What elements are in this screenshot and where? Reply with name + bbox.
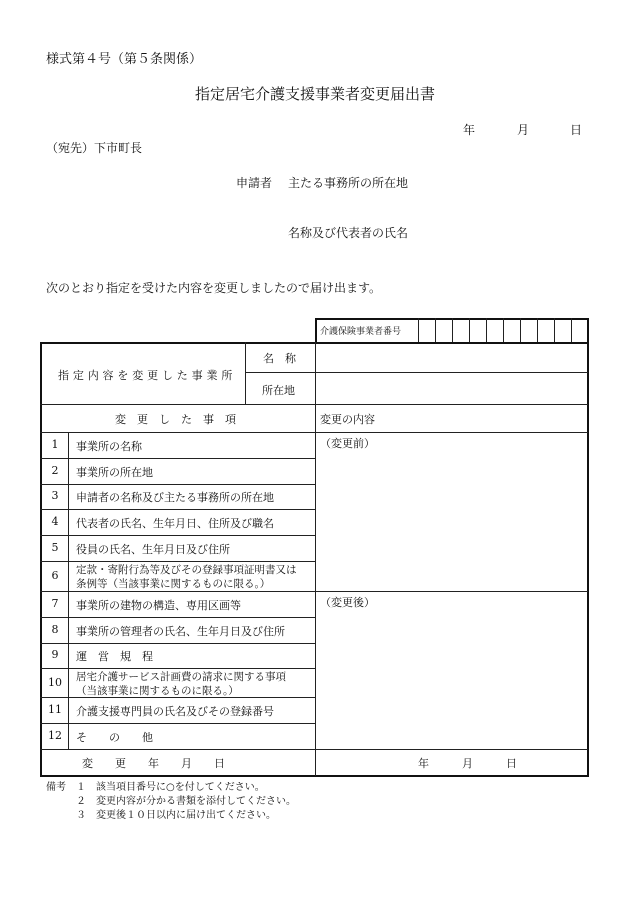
item-number: 5 [51,541,59,554]
row-divider [40,404,588,405]
digit-divider [469,318,470,342]
item-text: 介護支援専門員の氏名及びその登録番号 [76,705,274,718]
item-number: 8 [51,623,59,636]
before-label: （変更前） [320,437,375,450]
item-text: 事業所の建物の構造、専用区画等 [76,599,241,612]
item-number: 4 [51,515,59,528]
item-number: 1 [51,438,59,451]
digit-divider [452,318,453,342]
applicant-name-label: 名称及び代表者の氏名 [288,226,409,240]
changed-items-header: 変 更 し た 事 項 [115,413,236,426]
item-text: 居宅介護サービス計画費の請求に関する事項 [76,671,286,683]
applicant-address-label: 主たる事務所の所在地 [288,176,409,190]
row-divider [245,372,588,373]
office-label: 指定内容を変更した事業所 [58,369,237,382]
date-month-label: 月 [517,123,530,137]
item-text: 事業所の名称 [76,440,142,453]
row-divider [40,432,588,433]
digit-divider [435,318,436,342]
item-text: 定款・寄附行為等及びその登録事項証明書又は [76,564,297,576]
statement: 次のとおり指定を受けた内容を変更しましたので届け出ます。 [46,281,382,295]
item-text: 申請者の名称及び主たる事務所の所在地 [76,491,274,504]
item-number: 2 [51,464,59,477]
item-text: 運 営 規 程 [76,650,153,663]
form-number: 様式第４号（第５条関係） [46,52,203,67]
row-divider [40,458,315,459]
office-name-label: 名 称 [263,352,296,365]
change-date-value: 年 月 日 [418,757,517,770]
notes-label: 備考 [46,782,66,793]
digit-divider [486,318,487,342]
item-number: 6 [51,569,59,582]
table-border [587,318,589,776]
item-text: 役員の氏名、生年月日及び住所 [76,543,230,556]
row-divider [40,643,315,644]
row-divider [40,591,588,592]
item-text: 代表者の氏名、生年月日、住所及び職名 [76,517,274,530]
date-year-label: 年 [463,123,476,137]
insurer-number-label: 介護保険事業者番号 [320,327,402,337]
item-text-continued: 条例等（当該事業に関するものに限る。） [76,578,271,590]
table-border [315,318,317,342]
item-number: 7 [51,597,59,610]
digit-divider [571,318,572,342]
office-location-label: 所在地 [262,384,295,397]
row-divider [40,535,315,536]
date-day-label: 日 [570,123,583,137]
item-number: 3 [51,489,59,502]
item-text: そ の 他 [76,731,153,744]
cell-divider [315,342,316,776]
item-number: 11 [48,703,62,716]
note-item: ２ 変更内容が分かる書類を添付してください。 [76,796,296,807]
item-number: 12 [48,729,62,742]
digit-divider [520,318,521,342]
row-divider [40,509,315,510]
row-divider [40,723,315,724]
change-date-label: 変 更 年 月 日 [82,757,225,770]
digit-divider [418,318,419,342]
document-title: 指定居宅介護支援事業者変更届出書 [194,85,435,103]
item-text: 事業所の管理者の氏名、生年月日及び住所 [76,625,285,638]
row-divider [40,749,588,750]
note-item: １ 該当項目番号に○を付してください。 [76,782,265,793]
addressee: （宛先）下市町長 [46,141,143,155]
digit-divider [554,318,555,342]
note-item: ３ 変更後１０日以内に届け出てください。 [76,810,276,821]
row-divider [40,617,315,618]
item-number: 10 [48,676,62,689]
item-number: 9 [51,648,59,661]
item-text: 事業所の所在地 [76,466,153,479]
item-text-continued: （当該事業に関するものに限る。） [76,685,239,697]
after-label: （変更後） [320,596,375,609]
cell-divider [245,342,246,404]
digit-divider [537,318,538,342]
digit-divider [503,318,504,342]
applicant-label: 申請者 [236,176,273,190]
row-divider [40,484,315,485]
change-content-header: 変更の内容 [320,413,375,426]
